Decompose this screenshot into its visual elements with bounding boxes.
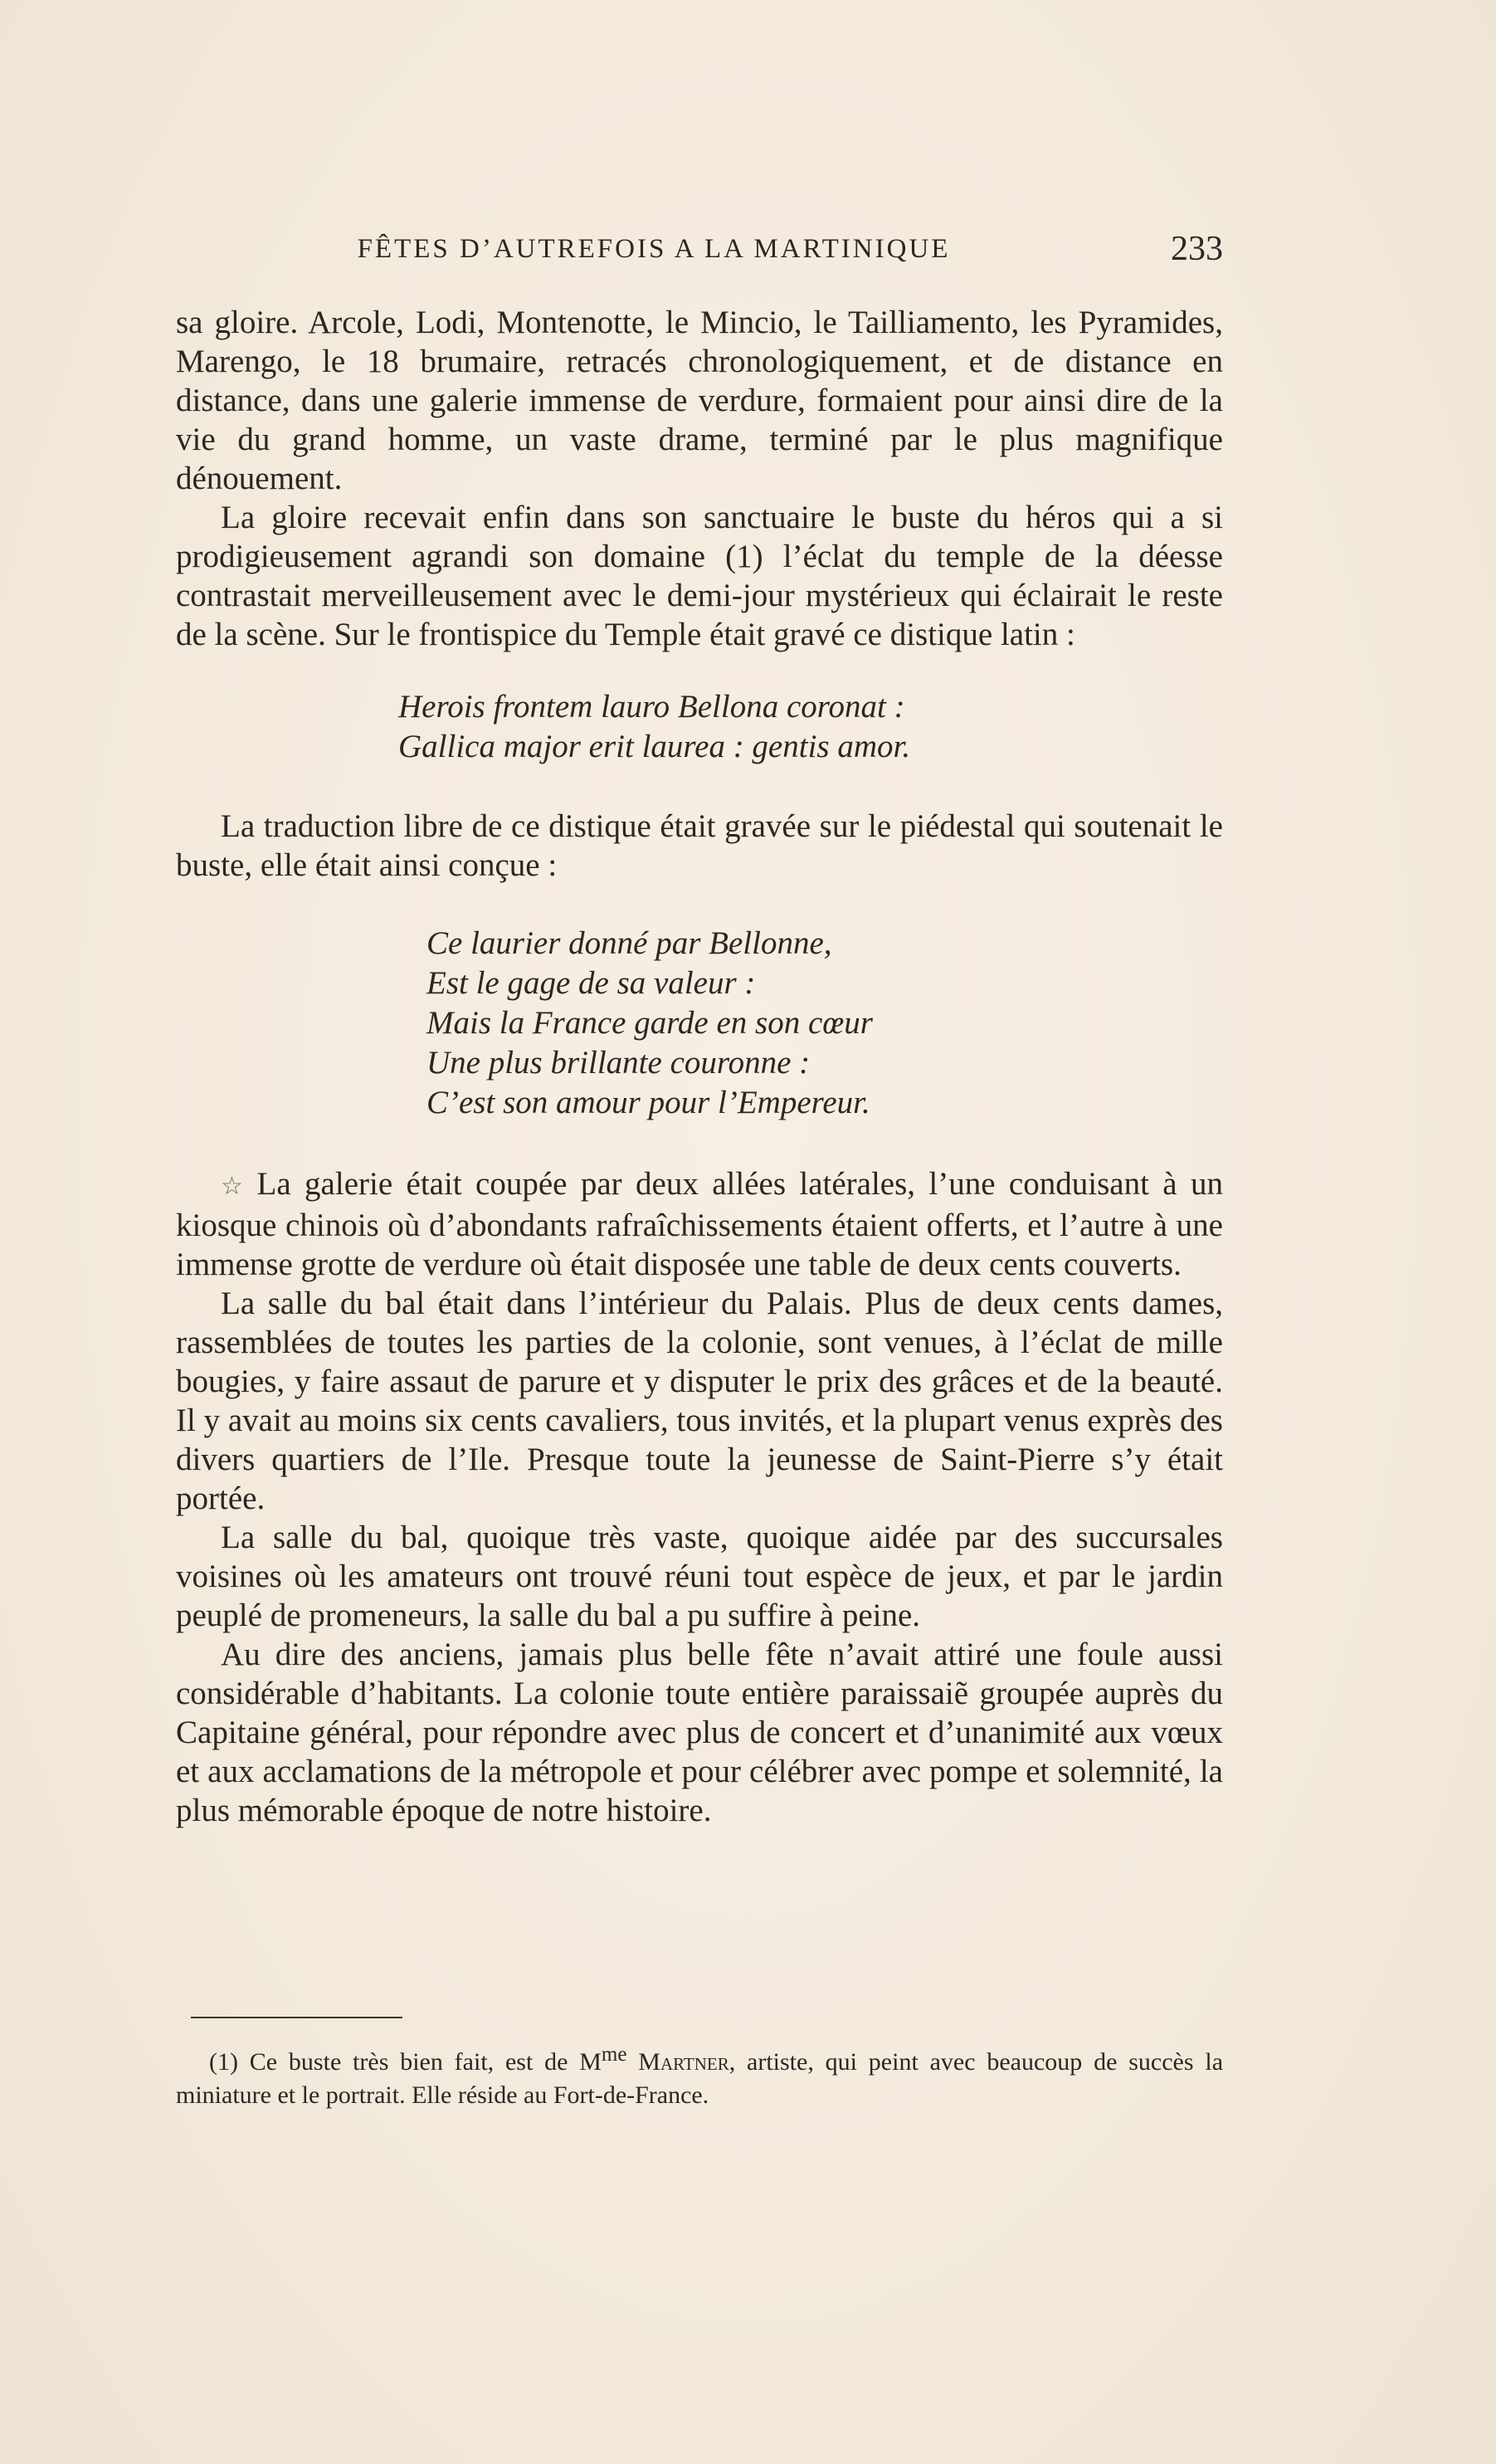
verse-line: Est le gage de sa valeur : (426, 965, 756, 1001)
footnote-artist-name: Martner (638, 2048, 729, 2076)
latin-distich (176, 687, 1223, 767)
paragraph: Au dire des anciens, jamais plus belle fête n’avait attiré une foule aussi considérable d’habitants. La colonie toute entière paraissaiẽ groupée auprès du Capitaine général, pour répondre avec plus de concert et d’unanimité aux vœux et aux acclamations de la métropole et pour célébrer avec pompe et solemnité, la plus mémorable époque de notre histoire. (176, 1637, 1223, 1828)
verse-line: Gallica major erit laurea : gentis amor. (398, 729, 911, 764)
paragraph-mark-icon: ☆ (221, 1173, 249, 1200)
body-text (176, 303, 1223, 1830)
footnote-divider (191, 2017, 402, 2018)
verse-line: Une plus brillante couronne : (426, 1045, 811, 1081)
paragraph-text: La galerie était coupée par deux allées latérales, l’une conduisant à un kiosque chinois où d’abondants rafraîchissements étaient offerts, et l’autre à une immense grotte de verdure où était disposée une table de deux cents couverts. (176, 1166, 1223, 1282)
footnote (176, 2038, 1223, 2112)
verse-line: Mais la France garde en son cœur (426, 1005, 873, 1041)
french-verse (176, 924, 1223, 1123)
paragraph: La traduction libre de ce distique était gravée sur le piédestal qui soutenait le buste, elle était ainsi conçue : (176, 808, 1223, 883)
paragraph: La salle du bal, quoique très vaste, quoique aidée par des succursales voisines où les amateurs ont trouvé réuni tout espèce de jeux, et par le jardin peuplé de promeneurs, la salle du bal a pu suffire à peine. (176, 1520, 1223, 1633)
paragraph: La salle du bal était dans l’intérieur du Palais. Plus de deux cents dames, rassemblées de toutes les parties de la colonie, sont venues, à l’éclat de mille bougies, y faire assaut de parure et y disputer le prix des grâces et de la beauté. Il y avait au moins six cents cavaliers, tous invités, et la plupart venus exprès des divers quartiers de l’Ile. Presque toute la jeunesse de Saint-Pierre s’y était portée. (176, 1286, 1223, 1516)
running-head (176, 224, 1223, 274)
paragraph (176, 1164, 1223, 1284)
running-title: FÊTES D’AUTREFOIS A LA MARTINIQUE (357, 234, 951, 264)
verse-line: Herois frontem lauro Bellona coronat : (398, 689, 905, 725)
footnote-superscript: me (601, 2043, 627, 2066)
paragraph: La gloire recevait enfin dans son sanctuaire le buste du héros qui a si prodigieusement agrandi son domaine (1) l’éclat du temple de la déesse contrastait merveilleusement avec le demi-jour mystérieux qui éclairait le reste de la scène. Sur le frontispice du Temple était gravé ce distique latin : (176, 500, 1223, 652)
paragraph: sa gloire. Arcole, Lodi, Montenotte, le Mincio, le Tailliamento, les Pyramides, Marengo, le 18 brumaire, retracés chronologiquement, et de distance en distance, dans une galerie immense de verdure, formaient pour ainsi dire de la vie du grand homme, un vaste drame, terminé par le plus magnifique dénouement. (176, 305, 1223, 496)
verse-line: Ce laurier donné par Bellonne, (426, 925, 832, 961)
footnote-text: , artiste, qui peint avec beaucoup de succès la miniature et le portrait. Elle réside au Fort-de-France. (176, 2048, 1224, 2109)
page-number: 233 (1171, 230, 1223, 268)
footnote-text: (1) Ce buste très bien fait, est de M (209, 2048, 602, 2076)
verse-line: C’est son amour pour l’Empereur. (426, 1085, 870, 1120)
